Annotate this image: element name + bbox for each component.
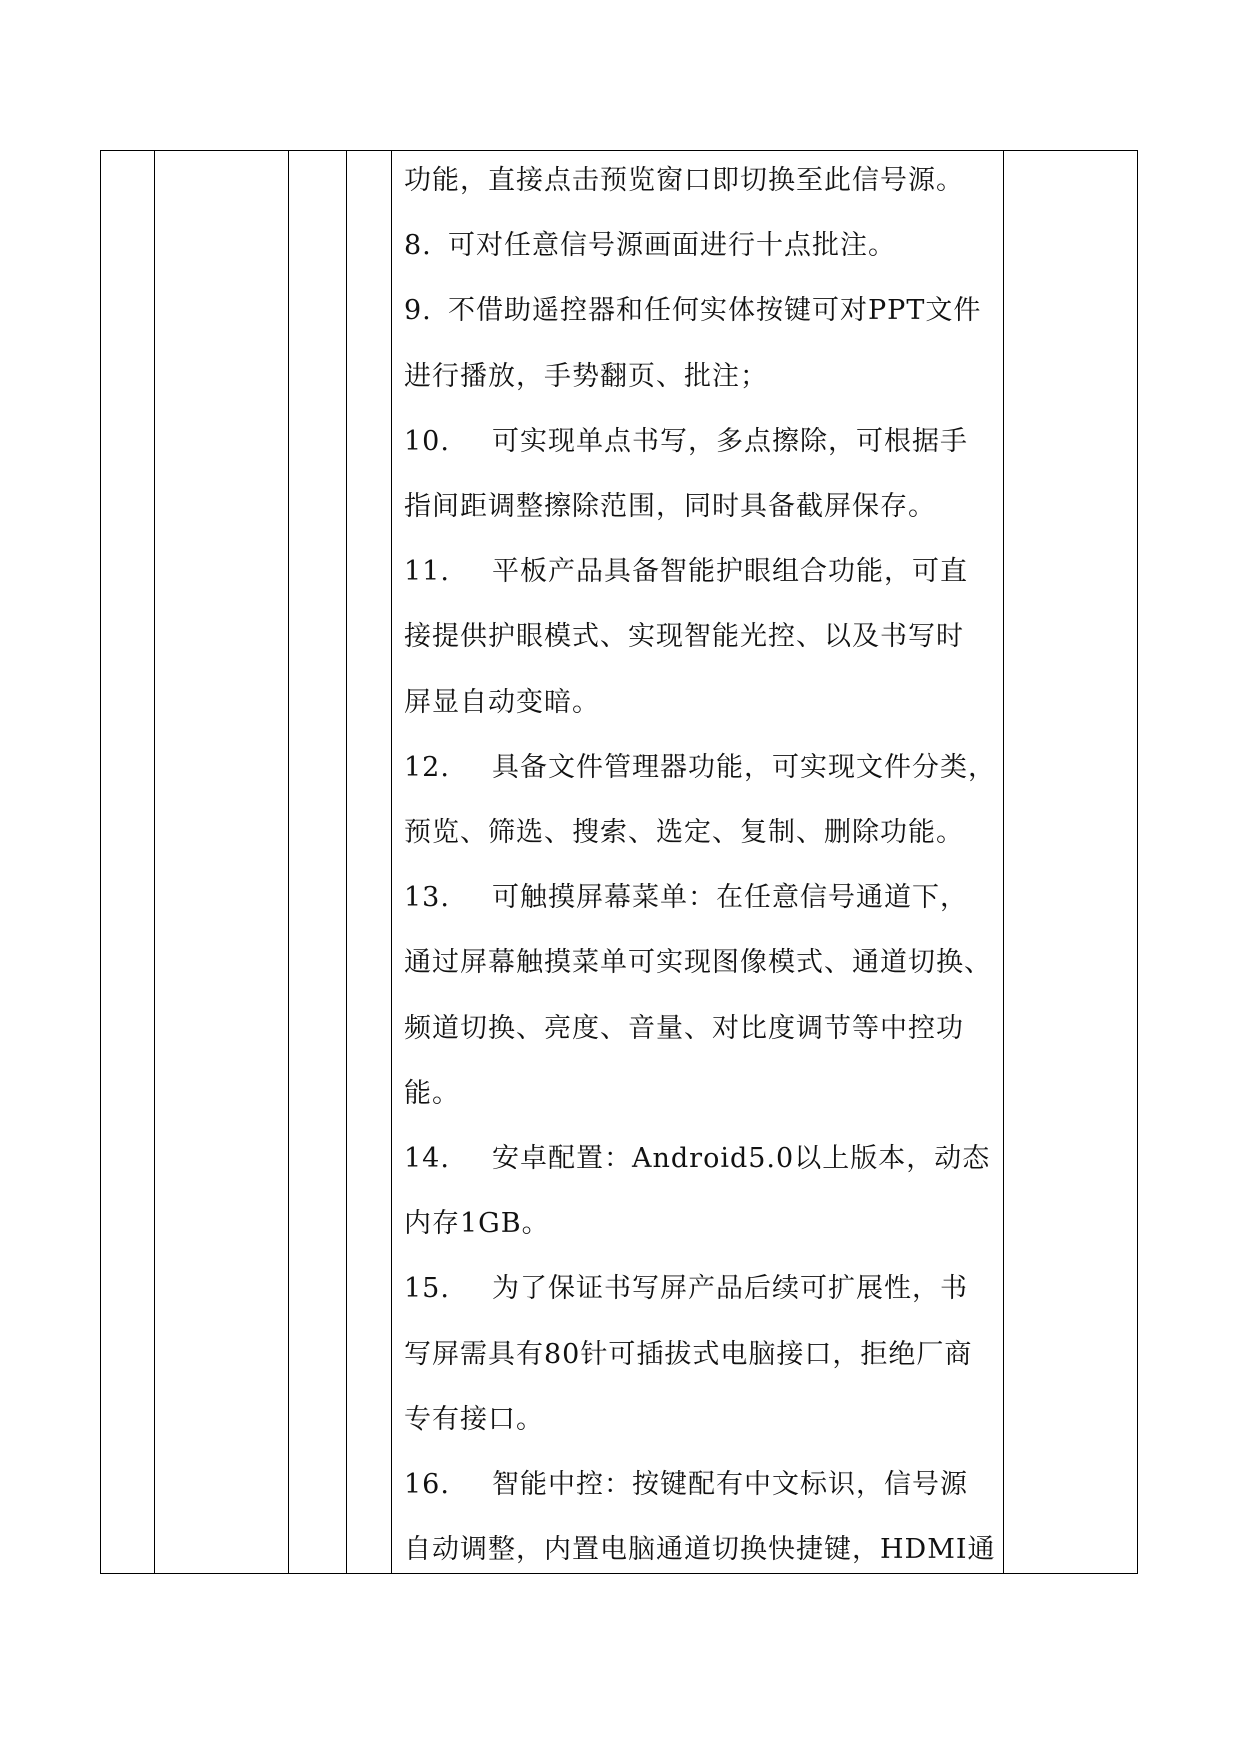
item-number: 13. [404,882,450,914]
line-text: 可对任意信号源画面进行十点批注。 [448,230,896,262]
line-text: 安卓配置：Android5.0以上版本，动态 [492,1143,991,1174]
line-text: 专有接口。 [404,1403,544,1435]
line-text: 功能，直接点击预览窗口即切换至此信号源。 [404,165,964,196]
item-number: 11. [404,556,450,588]
spec-line [404,163,1024,199]
line-text: 进行播放，手势翻页、批注； [404,360,768,392]
line-text: 指间距调整擦除范围，同时具备截屏保存。 [404,491,936,522]
spec-line [404,945,1024,981]
spec-line [404,1076,1024,1112]
spec-line [404,554,1024,590]
spec-line [404,1271,1024,1307]
item-number: 12. [404,751,450,783]
line-text: 频道切换、亮度、音量、对比度调节等中控功 [404,1012,964,1044]
spec-line [404,750,1024,786]
column-divider-1 [154,151,155,1573]
line-text: 自动调整，内置电脑通道切换快捷键，HDMI通 [404,1534,996,1566]
line-text: 能。 [404,1077,460,1109]
line-text: 内存1GB。 [404,1208,550,1240]
spec-line [404,1206,1024,1242]
spec-line [404,424,1024,460]
item-number: 14. [404,1143,450,1174]
line-text: 屏显自动变暗。 [404,686,600,718]
spec-table [100,150,1138,1574]
spec-line [404,880,1024,916]
spec-line [404,293,1024,329]
item-number: 8. [404,230,432,262]
spec-line [404,1402,1024,1438]
line-text: 为了保证书写屏产品后续可扩展性，书 [492,1273,968,1305]
line-text: 通过屏幕触摸菜单可实现图像模式、通道切换、 [404,947,992,979]
column-divider-4 [391,151,392,1573]
item-number: 9. [404,295,432,327]
spec-line [404,1467,1024,1503]
spec-line [404,359,1024,395]
spec-line [404,1532,1024,1568]
spec-line [404,1337,1024,1373]
line-text: 智能中控：按键配有中文标识，信号源 [492,1469,968,1500]
spec-line [404,685,1024,721]
spec-line [404,228,1024,264]
spec-line [404,815,1024,851]
column-divider-2 [288,151,289,1573]
item-number: 10. [404,425,450,457]
line-text: 接提供护眼模式、实现智能光控、以及书写时 [404,621,964,653]
spec-line [404,1141,1024,1177]
spec-line [404,1011,1024,1047]
line-text: 不借助遥控器和任何实体按键可对PPT文件 [448,295,982,327]
spec-line [404,489,1024,525]
item-number: 16. [404,1469,450,1500]
line-text: 写屏需具有80针可插拔式电脑接口，拒绝厂商 [404,1338,973,1370]
line-text: 可触摸屏幕菜单：在任意信号通道下， [492,882,968,914]
line-text: 平板产品具备智能护眼组合功能，可直 [492,556,968,588]
line-text: 预览、筛选、搜索、选定、复制、删除功能。 [404,817,964,848]
line-text: 可实现单点书写，多点擦除，可根据手 [492,425,968,457]
item-number: 15. [404,1273,450,1305]
column-divider-3 [346,151,347,1573]
line-text: 具备文件管理器功能，可实现文件分类， [492,751,996,783]
spec-line [404,619,1024,655]
